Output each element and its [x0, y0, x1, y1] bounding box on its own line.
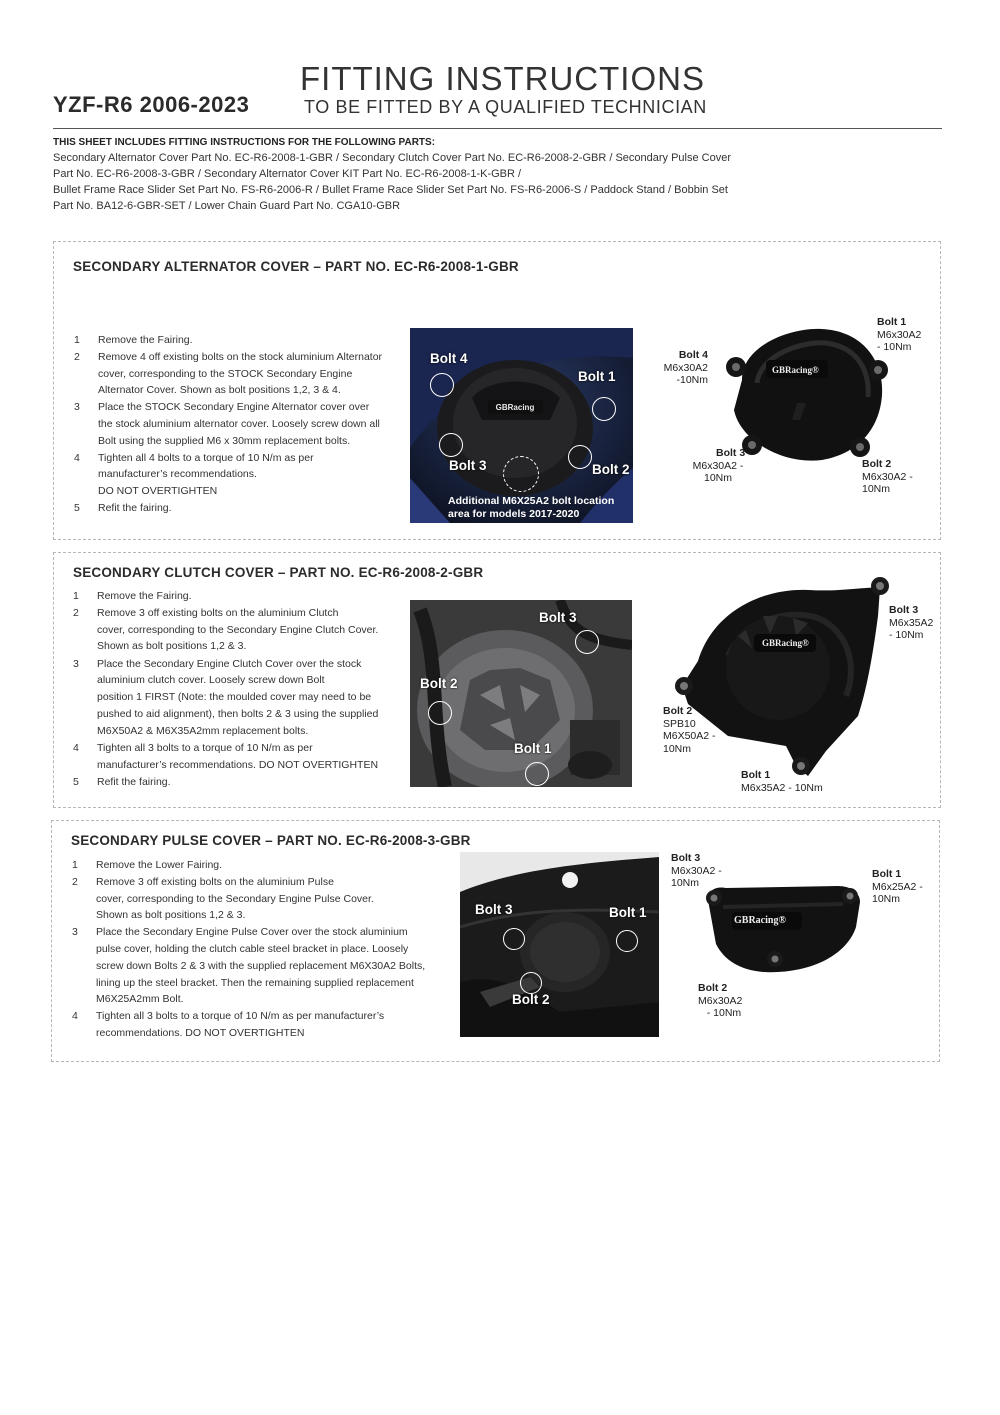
step-number: 1	[72, 859, 78, 871]
photo-label-bolt-3: Bolt 3	[475, 902, 513, 917]
step-number: 4	[73, 742, 79, 755]
step-line: lining up the steel bracket. Then the remaining supplied replacement	[96, 976, 414, 989]
step-line: cover, corresponding to the STOCK Secondary Engine	[98, 367, 353, 380]
model-title: YZF-R6 2006-2023	[53, 92, 250, 117]
step-line: Tighten all 4 bolts to a torque of 10 N/m as per	[98, 451, 314, 464]
step-number: 3	[72, 926, 78, 939]
gbracing-logo: GBRacing®	[762, 638, 809, 648]
pulse-cover-render	[698, 882, 866, 977]
includes-line: Part No. EC-R6-2008-3-GBR / Secondary Alternator Cover KIT Part No. EC-R6-2008-1-K-GBR /	[53, 168, 522, 180]
photo-label-bolt-3: Bolt 3	[539, 610, 577, 625]
step-number: 3	[73, 657, 79, 670]
photo-note: Additional M6X25A2 bolt location area for models 2017-2020	[448, 495, 615, 520]
includes-line: Bullet Frame Race Slider Set Part No. FS-R6-2006-R / Bullet Frame Race Slider Set Part No. FS-R6-2006-S / Paddock Stand / Bobbin Set	[53, 184, 728, 196]
step-text	[98, 399, 380, 449]
bolt-marker	[525, 762, 549, 786]
step-text	[97, 774, 171, 791]
step-line: Place the Secondary Engine Pulse Cover over the stock aluminium	[96, 926, 408, 939]
step-line: DO NOT OVERTIGHTEN	[98, 485, 218, 498]
step-text	[97, 605, 378, 655]
render-label-bolt-2: Bolt 2 M6x30A2 - 10Nm	[698, 982, 743, 1019]
step-line: Shown as bolt positions 1,2 & 3.	[96, 909, 246, 922]
bolt-marker	[520, 972, 542, 994]
step-line: Tighten all 3 bolts to a torque of 10 N/m as per manufacturer’s	[96, 1010, 385, 1023]
step-number: 4	[72, 1010, 78, 1023]
bolt-marker	[568, 445, 592, 469]
clutch-section-title: SECONDARY CLUTCH COVER – PART NO. EC-R6-2008-2-GBR	[73, 565, 484, 580]
photo-label-bolt-2: Bolt 2	[592, 462, 630, 477]
step-line: Refit the fairing.	[97, 775, 171, 788]
step-line: Tighten all 3 bolts to a torque of 10 N/m as per	[97, 742, 313, 755]
step-line: Place the STOCK Secondary Engine Alternator cover over	[98, 401, 370, 414]
render-label-bolt-2: Bolt 2 M6x30A2 - 10Nm	[862, 458, 913, 495]
photo-label-bolt-2: Bolt 2	[512, 992, 550, 1007]
step-line: Shown as bolt positions 1,2 & 3.	[97, 640, 247, 653]
clutch-photo	[410, 600, 632, 787]
bolt-marker	[592, 397, 616, 421]
step-text	[97, 656, 378, 740]
step-text	[96, 1008, 384, 1042]
render-label-bolt-3: Bolt 3 M6x30A2 - 10Nm	[692, 447, 746, 484]
page-title: FITTING INSTRUCTIONS	[300, 60, 705, 97]
step-line: cover, corresponding to the Secondary Engine Pulse Cover.	[96, 892, 374, 905]
photo-label-bolt-1: Bolt 1	[514, 741, 552, 756]
step-text	[98, 332, 193, 349]
step-number: 5	[73, 775, 79, 788]
bolt-marker	[439, 433, 463, 457]
header-divider	[53, 128, 942, 129]
step-number: 2	[72, 875, 78, 888]
step-line: pushed to aid alignment), then bolts 2 & 3 using the supplied	[97, 707, 379, 720]
svg-text:GBRacing: GBRacing	[495, 403, 535, 412]
step-text	[98, 349, 382, 399]
step-number: 2	[73, 606, 79, 619]
photo-label-bolt-2: Bolt 2	[420, 676, 458, 691]
step-text	[96, 857, 222, 874]
photo-label-bolt-1: Bolt 1	[609, 905, 647, 920]
step-number: 4	[74, 451, 80, 464]
step-line: M6X25A2mm Bolt.	[96, 993, 184, 1006]
render-label-bolt-3: Bolt 3 M6x35A2 - 10Nm	[889, 604, 934, 641]
step-line: Remove 3 off existing bolts on the aluminium Pulse	[96, 875, 334, 888]
step-text	[98, 500, 172, 517]
step-number: 5	[74, 502, 80, 514]
step-line: the stock aluminium alternator cover. Loosely screw down all	[98, 417, 380, 430]
includes-line: Secondary Alternator Cover Part No. EC-R6-2008-1-GBR / Secondary Clutch Cover Part No. EC-R6-2008-2-GBR / Secondary Pulse Cover	[53, 152, 732, 164]
bolt-marker	[428, 701, 452, 725]
render-label-bolt-1: Bolt 1 M6x25A2 - 10Nm	[872, 868, 923, 905]
step-line: Remove 4 off existing bolts on the stock aluminium Alternator	[98, 350, 383, 363]
photo-label-bolt-1: Bolt 1	[578, 369, 616, 384]
step-number: 2	[74, 350, 80, 363]
gbracing-logo: GBRacing®	[734, 915, 786, 926]
pulse-section-title: SECONDARY PULSE COVER – PART NO. EC-R6-2008-3-GBR	[71, 833, 471, 848]
step-line: manufacturer’s recommendations.	[98, 468, 257, 481]
step-line: recommendations. DO NOT OVERTIGHTEN	[96, 1026, 305, 1039]
step-line: Remove the Fairing.	[97, 590, 192, 602]
additional-bolt-marker	[503, 456, 539, 492]
step-line: Remove the Lower Fairing.	[96, 859, 223, 871]
step-line: cover, corresponding to the Secondary Engine Clutch Cover.	[97, 623, 379, 636]
step-line: Refit the fairing.	[98, 502, 172, 514]
step-number: 1	[73, 590, 79, 602]
step-line: Remove 3 off existing bolts on the aluminium Clutch	[97, 606, 339, 619]
render-label-bolt-4: Bolt 4 M6x30A2 -10Nm	[663, 349, 708, 386]
step-number: 1	[74, 334, 80, 346]
step-line: position 1 FIRST (Note: the moulded cover may need to be	[97, 691, 372, 704]
step-line: manufacturer’s recommendations. DO NOT OVERTIGHTEN	[97, 758, 379, 771]
alternator-cover-render	[722, 325, 890, 465]
bolt-marker	[616, 930, 638, 952]
step-line: Remove the Fairing.	[98, 334, 193, 346]
step-line: pulse cover, holding the clutch cable steel bracket in place. Loosely	[96, 942, 409, 955]
step-line: Alternator Cover. Shown as bolt positions 1,2, 3 & 4.	[98, 384, 341, 397]
step-line: M6X50A2 & M6X35A2mm replacement bolts.	[97, 724, 309, 737]
bolt-marker	[503, 928, 525, 950]
includes-heading: THIS SHEET INCLUDES FITTING INSTRUCTIONS FOR THE FOLLOWING PARTS:	[53, 137, 436, 148]
step-text	[96, 874, 374, 924]
render-label-bolt-3: Bolt 3 M6x30A2 - 10Nm	[671, 852, 722, 889]
includes-line: Part No. BA12-6-GBR-SET / Lower Chain Guard Part No. CGA10-GBR	[53, 200, 401, 212]
alternator-section-title: SECONDARY ALTERNATOR COVER – PART NO. EC-R6-2008-1-GBR	[73, 259, 519, 274]
step-line: screw down Bolts 2 & 3 with the supplied replacement M6X30A2 Bolts,	[96, 959, 426, 972]
bolt-marker	[575, 630, 599, 654]
step-line: Bolt using the supplied M6 x 30mm replacement bolts.	[98, 434, 351, 447]
step-line: aluminium clutch cover. Loosely screw down Bolt	[97, 674, 325, 687]
gbracing-logo: GBRacing®	[772, 365, 819, 375]
step-text	[97, 740, 378, 774]
page-subtitle: TO BE FITTED BY A QUALIFIED TECHNICIAN	[304, 97, 707, 117]
bolt-marker	[430, 373, 454, 397]
step-text	[97, 588, 192, 605]
step-line: Place the Secondary Engine Clutch Cover over the stock	[97, 657, 362, 670]
render-label-bolt-1: Bolt 1 M6x30A2 - 10Nm	[877, 316, 922, 353]
render-label-bolt-2: Bolt 2 SPB10 M6X50A2 - 10Nm	[663, 705, 716, 755]
photo-label-bolt-3: Bolt 3	[449, 458, 487, 473]
step-text	[96, 924, 425, 1008]
step-number: 3	[74, 401, 80, 414]
render-label-bolt-1: Bolt 1 M6x35A2 - 10Nm	[741, 769, 823, 794]
photo-label-bolt-4: Bolt 4	[430, 351, 468, 366]
step-text	[98, 450, 314, 500]
